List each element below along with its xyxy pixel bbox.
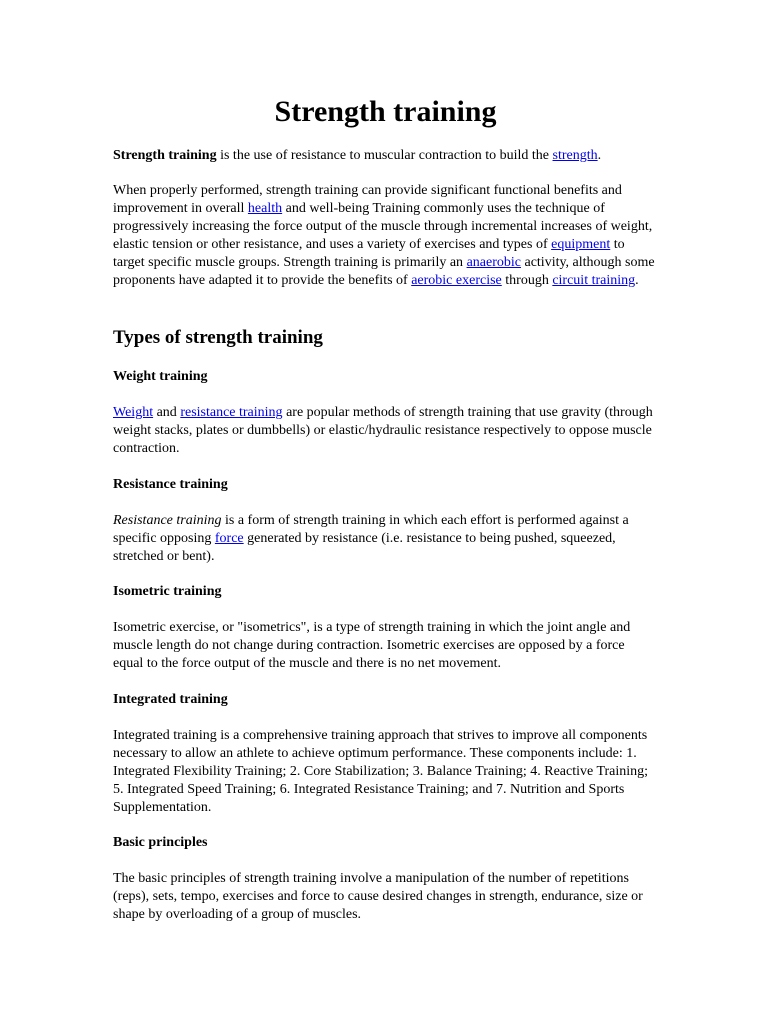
integrated-training-heading: Integrated training xyxy=(113,692,228,707)
link-weight[interactable]: Weight xyxy=(113,405,154,420)
link-health[interactable]: health xyxy=(247,201,283,216)
integrated-training-paragraph: Integrated training is a comprehensive training approach that strives to improve all components necessary to allow an athlete to achieve optimum performance. These components include: 1. Integrated Flexibility Training; 2. Core Stabilization; 3. Balance Training; 4. Reactive Training; 5. Integrated Speed Training; 6. Integrated Resistance Training; and 7. Nutrition and Sports Supplementation. xyxy=(113,728,649,815)
types-heading: Types of strength training xyxy=(113,327,323,348)
resistance-training-paragraph: Resistance training is a form of strength training in which each effort is performed against a specific opposing force generated by resistance (i.e. resistance to being pushed, squeezed, stretched or bent). xyxy=(113,513,629,564)
resistance-italic-term: Resistance training xyxy=(113,513,222,528)
link-strength[interactable]: strength xyxy=(552,148,598,163)
weight-training-paragraph: Weight and resistance training are popular methods of strength training that use gravity (through weight stacks, plates or dumbbells) or elastic/hydraulic resistance respectively to oppose muscle contraction. xyxy=(113,405,653,456)
intro-paragraph: Strength training is the use of resistance to muscular contraction to build the strength. xyxy=(113,148,602,163)
link-resistance-training[interactable]: resistance training xyxy=(180,405,283,420)
link-anaerobic[interactable]: anaerobic xyxy=(466,255,521,270)
basic-principles-heading: Basic principles xyxy=(113,835,208,850)
link-circuit-training[interactable]: circuit training xyxy=(552,273,636,288)
link-force[interactable]: force xyxy=(214,531,244,546)
page-title: Strength training xyxy=(274,95,497,128)
link-equipment[interactable]: equipment xyxy=(551,237,611,252)
isometric-training-heading: Isometric training xyxy=(113,584,222,599)
basic-principles-paragraph: The basic principles of strength training involve a manipulation of the number of repetitions (reps), sets, tempo, exercises and force to cause desired changes in strength, endurance, size or shape by overloading of a group of muscles. xyxy=(113,871,643,922)
benefits-paragraph: When properly performed, strength training can provide significant functional benefits and improvement in overall health and well-being Training commonly uses the technique of progressively increasing the force output of the muscle through incremental increases of weight, elastic tension or other resistance, and uses a variety of exercises and types of equipment to target specific muscle groups. Strength training is primarily an anaerobic activity, although some proponents have adapted it to provide the benefits of aerobic exercise through circuit training. xyxy=(113,183,655,288)
intro-bold-term: Strength training xyxy=(113,148,217,163)
resistance-training-heading: Resistance training xyxy=(113,477,228,492)
link-aerobic-exercise[interactable]: aerobic exercise xyxy=(411,273,502,288)
isometric-training-paragraph: Isometric exercise, or "isometrics", is a type of strength training in which the joint angle and muscle length do not change during contraction. Isometric exercises are opposed by a force equal to the force output of the muscle and there is no net movement. xyxy=(113,620,631,671)
weight-training-heading: Weight training xyxy=(113,369,208,384)
